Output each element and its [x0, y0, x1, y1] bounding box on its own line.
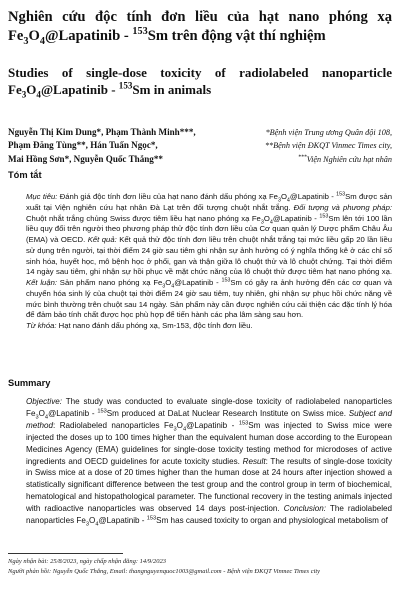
affiliation-line: *Bệnh viện Trung ương Quân đội 108, [265, 128, 392, 137]
title-en-line1: Studies of single-dose toxicity of radiolabeled nanoparticle [8, 65, 392, 80]
author-line: Mai Hồng Sơn*, Nguyễn Quốc Thắng** [8, 153, 163, 164]
title-vi-line2: $Fe_3O_4@Lapatinib - ^{153}Sm$ trên động vật thí nghiệm [8, 26, 326, 47]
affiliation-line: ***Viện Nghiên cứu hạt nhân [298, 153, 392, 164]
footnote-dates: Ngày nhận bài: 25/8/2023, ngày chấp nhận đăng: 14/9/2023 [8, 558, 166, 565]
abstract-english: Objective: The study was conducted to evaluate single-dose toxicity of radiolabeled nanoparticles $Fe_3O_4@Lapatinib - ^{153}Sm$ produced at DaLat Nuclear Research Institute on Swiss mice. Subject and method: Radiolabeled nanoparticles $Fe_3O_4@Lapatinib - ^{153}Sm$ was injected to Swiss mice were injected the doses up to 100 times higher than the equivalent human dose according to the European Medicines Agency (EMA) guidelines for single-dose toxicity testing method for microdoses of active ingredients and OECD guidelines for acute toxicity studies. Result: The results of single-dose toxicity in Swiss mice at a dose of 20 times higher than the human dose at 24 hours after injection showed a statistically significant difference between the test group and the control group in term of biochemical, hematological and histopathological parameter. The functional recovery in the testing animals injected with radioactive nanoparticles was observed 14 days post-injection. Conclusion: The radiolabeled nanoparticles $Fe_3O_4@Lapatinib - ^{153}Sm$ has caused toxicity to organ and physiological metabolism of [26, 397, 393, 528]
author-list [8, 126, 218, 166]
title-vi-line1: Nghiên cứu độc tính đơn liều của hạt nano phóng xạ [8, 9, 392, 25]
title-en-line2: $Fe_3O_4@Lapatinib - ^{153}Sm$ in animals [8, 80, 212, 100]
footnote-divider [8, 553, 123, 554]
section-heading-summary: Summary [8, 378, 51, 388]
section-heading-tom-tat: Tóm tắt [8, 170, 42, 180]
affiliation-line: **Bệnh viện ĐKQT Vinmec Times city, [264, 141, 392, 151]
title-english [8, 64, 392, 98]
keywords: Từ khóa: Hạt nano đánh dấu phóng xạ, Sm-153, độc tính đơn liều. [26, 321, 253, 330]
footnote-corresponding-author: Người phản hồi: Nguyễn Quốc Thắng, Email: thangnguyenquoc1003@gmail.com - Bệnh viện ĐKQT Vinmec Times city [8, 568, 321, 575]
title-vietnamese [8, 8, 392, 46]
abstract-vietnamese: Mục tiêu: Đánh giá độc tính đơn liều của hạt nano đánh dấu phóng xạ $Fe_3O_4@Lapatinib - ^{153}Sm$ được sản xuất tại Viện nghiên cứu hạt nhân Đà Lạt trên đối tượng chuột nhắt trắng. Đối tượng và phương pháp: Chuột nhắt trắng chủng Swiss được tiêm liều hạt nano phóng xạ $Fe_3O_4@Lapatinib - ^{153}Sm$ lên tới 100 lần liều quy đổi trên người theo phương pháp thử độc tính đơn liều của Cơ quan quản lý Dược phẩm Châu Âu (EMA) và OECD. Kết quả: Kết quả thử độc tính đơn liều trên chuột nhắt trắng tại mức liều gấp 20 lần liều sử dụng trên người, tại thời điểm 24 giờ sau tiêm ghi nhận sự ảnh hưởng có ý nghĩa thống kê ở các chỉ số sinh hóa, huyết học, mô bệnh học ở phổi, gan và thận giữa lô chuột thử và lô chuột chứng. Tại thời điểm 14 ngày sau tiêm, ghi nhận sự hồi phục về mặt chức năng của lô chuột thử được tiêm hạt nano phóng xạ. Kết luận: Sản phẩm nano phóng xạ $Fe_3O_4@Lapatinib - ^{153}Sm$ có gây ra ảnh hưởng đến các cơ quan và chuyển hóa sinh lý của chuột tại thời điểm 24 giờ sau tiêm, tuy nhiên, ghi nhận sự phục hồi chức năng về mức bình thường trên chuột sau 14 ngày. Sản phẩm này cần được nghiên cứu cải thiện các đặc tính lý hóa để đảm bảo tính chất được học phù hợp để tiến hành các pha lâm sàng sau hơn. Từ khóa: Hạt nano đánh dấu phóng xạ, Sm-153, độc tính đơn liều. [26, 191, 392, 330]
footnote [8, 557, 392, 577]
author-line: Nguyễn Thị Kim Dung*, Phạm Thành Minh***, [8, 127, 196, 137]
affiliation-list [202, 126, 392, 166]
author-line: Phạm Đăng Tùng**, Hán Tuấn Ngọc*, [8, 140, 158, 151]
